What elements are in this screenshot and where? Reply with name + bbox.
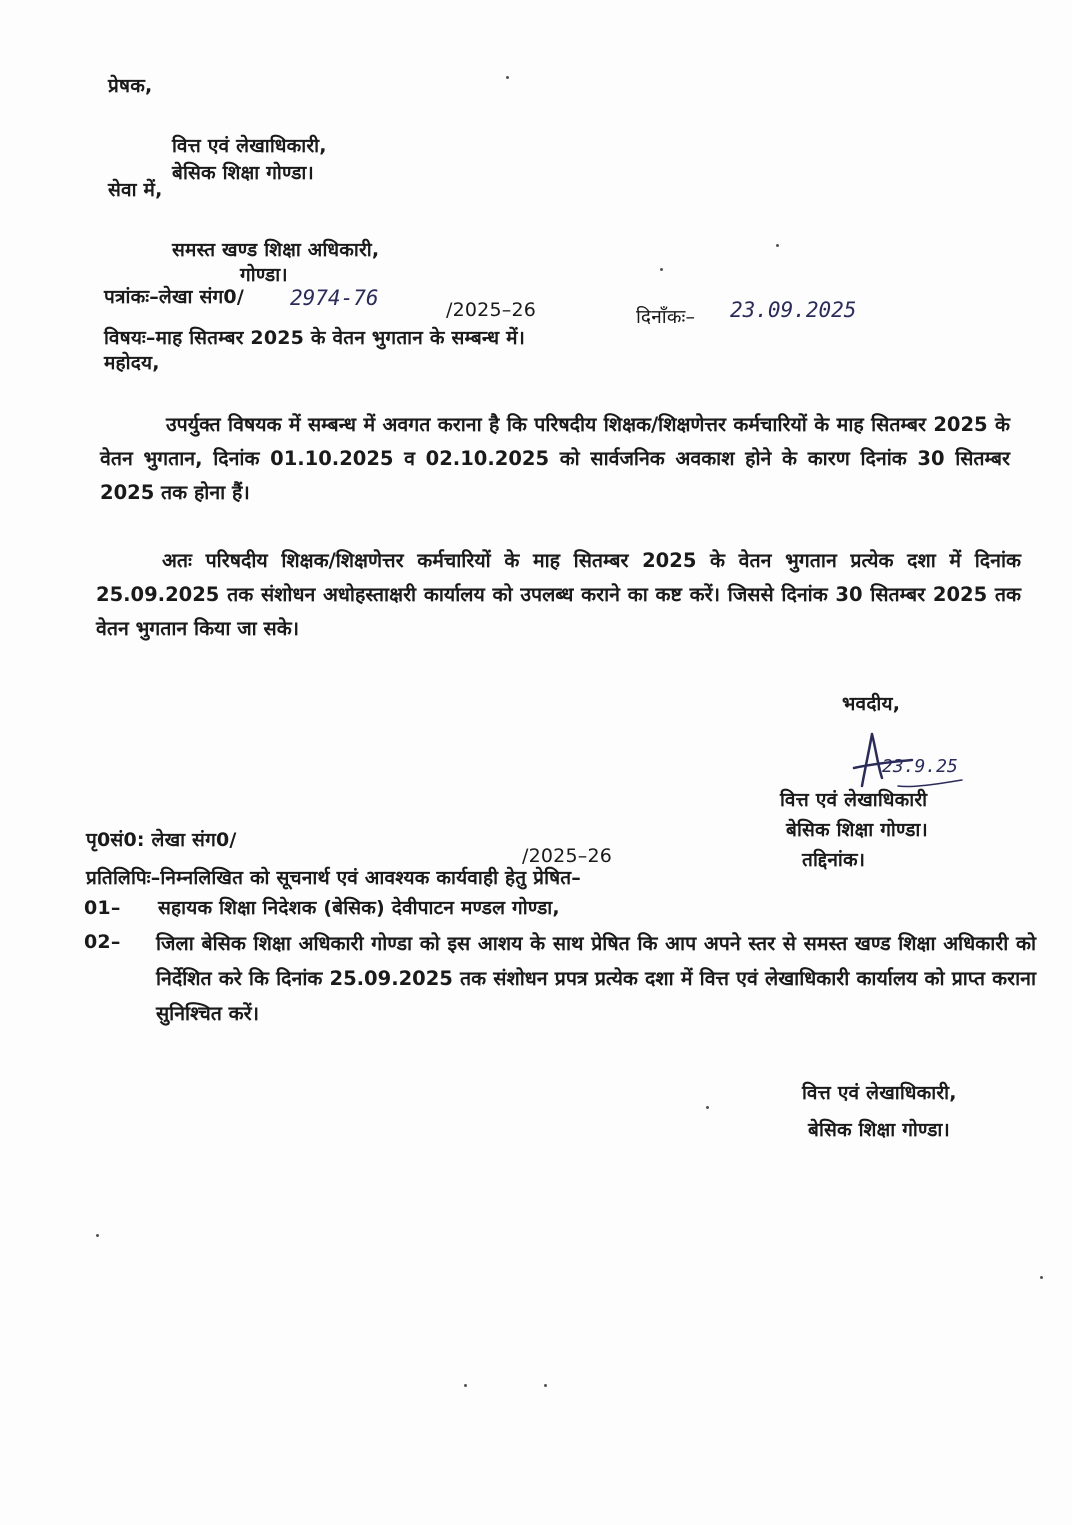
- letter-subject: विषयः–माह सितम्बर 2025 के वेतन भुगतान के सम्बन्ध में।: [104, 327, 526, 349]
- copy-reference-year: /2025–26: [522, 845, 613, 867]
- recipient-designation: समस्त खण्ड शिक्षा अधिकारी,: [172, 239, 380, 261]
- closing: भवदीय,: [842, 693, 901, 715]
- date-label: दिनाँकः–: [636, 306, 696, 328]
- copy-signatory-office: बेसिक शिक्षा गोण्डा।: [808, 1119, 950, 1141]
- body-paragraph-1-text: उपर्युक्त विषयक में सम्बन्ध में अवगत कराना है कि परिषदीय शिक्षक/शिक्षणेत्तर कर्मचारियों के माह सितम्बर 2025 के वेतन भुगतान, दिनांक 01.10.2025 व 02.10.2025 को सार्वजनिक अवकाश होने के कारण दिनांक 30 सितम्बर 2025 तक होना हैं।: [100, 413, 1010, 504]
- scan-speck: [464, 1384, 467, 1387]
- signatory-designation: वित्त एवं लेखाधिकारी: [780, 789, 928, 811]
- copy-item-2-number: 02–: [84, 931, 121, 953]
- scan-speck: [544, 1384, 547, 1387]
- letter-date-handwritten: 23.09.2025: [730, 298, 857, 322]
- sender-designation: वित्त एवं लेखाधिकारी,: [172, 135, 327, 157]
- recipient-location: गोण्डा।: [240, 264, 288, 286]
- letter-reference-number-handwritten: 2974-76: [290, 286, 379, 310]
- copy-heading: प्रतिलिपिः–निम्नलिखित को सूचनार्थ एवं आवश्यक कार्यवाही हेतु प्रेषित–: [86, 867, 581, 889]
- scan-speck: [1040, 1276, 1043, 1279]
- signatory-office: बेसिक शिक्षा गोण्डा।: [786, 819, 928, 841]
- letter-reference-year: /2025–26: [446, 299, 537, 321]
- scan-speck: [96, 1234, 99, 1237]
- copy-item-1-text: सहायक शिक्षा निदेशक (बेसिक) देवीपाटन मण्डल गोण्डा,: [158, 897, 560, 919]
- body-paragraph-2: [96, 544, 1021, 646]
- salutation: महोदय,: [104, 352, 160, 374]
- letter-reference-prefix: पत्रांकः–लेखा संग0/: [104, 286, 244, 308]
- scan-speck: [776, 244, 779, 247]
- copy-item-2-text: जिला बेसिक शिक्षा अधिकारी गोण्डा को इस आशय के साथ प्रेषित कि आप अपने स्तर से समस्त खण्ड शिक्षा अधिकारी को निर्देशित करे कि दिनांक 25.09.2025 तक संशोधन प्रपत्र प्रत्येक दशा में वित्त एवं लेखाधिकारी कार्यालय को प्राप्त कराना सुनिश्चित करें।: [156, 932, 1036, 1025]
- copy-item-1-number: 01–: [84, 897, 121, 919]
- copy-reference-prefix: पृ0सं0: लेखा संग0/: [86, 829, 237, 851]
- sender-label: प्रेषक,: [108, 75, 153, 97]
- to-label: सेवा में,: [108, 179, 163, 201]
- scan-speck: [706, 1106, 709, 1109]
- signatory-same-date: तद्दिनांक।: [802, 849, 866, 871]
- scan-speck: [506, 76, 509, 79]
- scan-speck: [660, 268, 663, 271]
- signature-date: 23.9.25: [882, 756, 958, 777]
- body-paragraph-2-text: अतः परिषदीय शिक्षक/शिक्षणेत्तर कर्मचारियों के माह सितम्बर 2025 के वेतन भुगतान प्रत्येक दशा में दिनांक 25.09.2025 तक संशोधन अधोहस्ताक्षरी कार्यालय को उपलब्ध कराने का कष्ट करें। जिससे दिनांक 30 सितम्बर 2025 तक वेतन भुगतान किया जा सके।: [96, 549, 1021, 640]
- copy-signatory-designation: वित्त एवं लेखाधिकारी,: [802, 1082, 957, 1104]
- body-paragraph-1: [100, 408, 1010, 510]
- sender-office: बेसिक शिक्षा गोण्डा।: [172, 162, 314, 184]
